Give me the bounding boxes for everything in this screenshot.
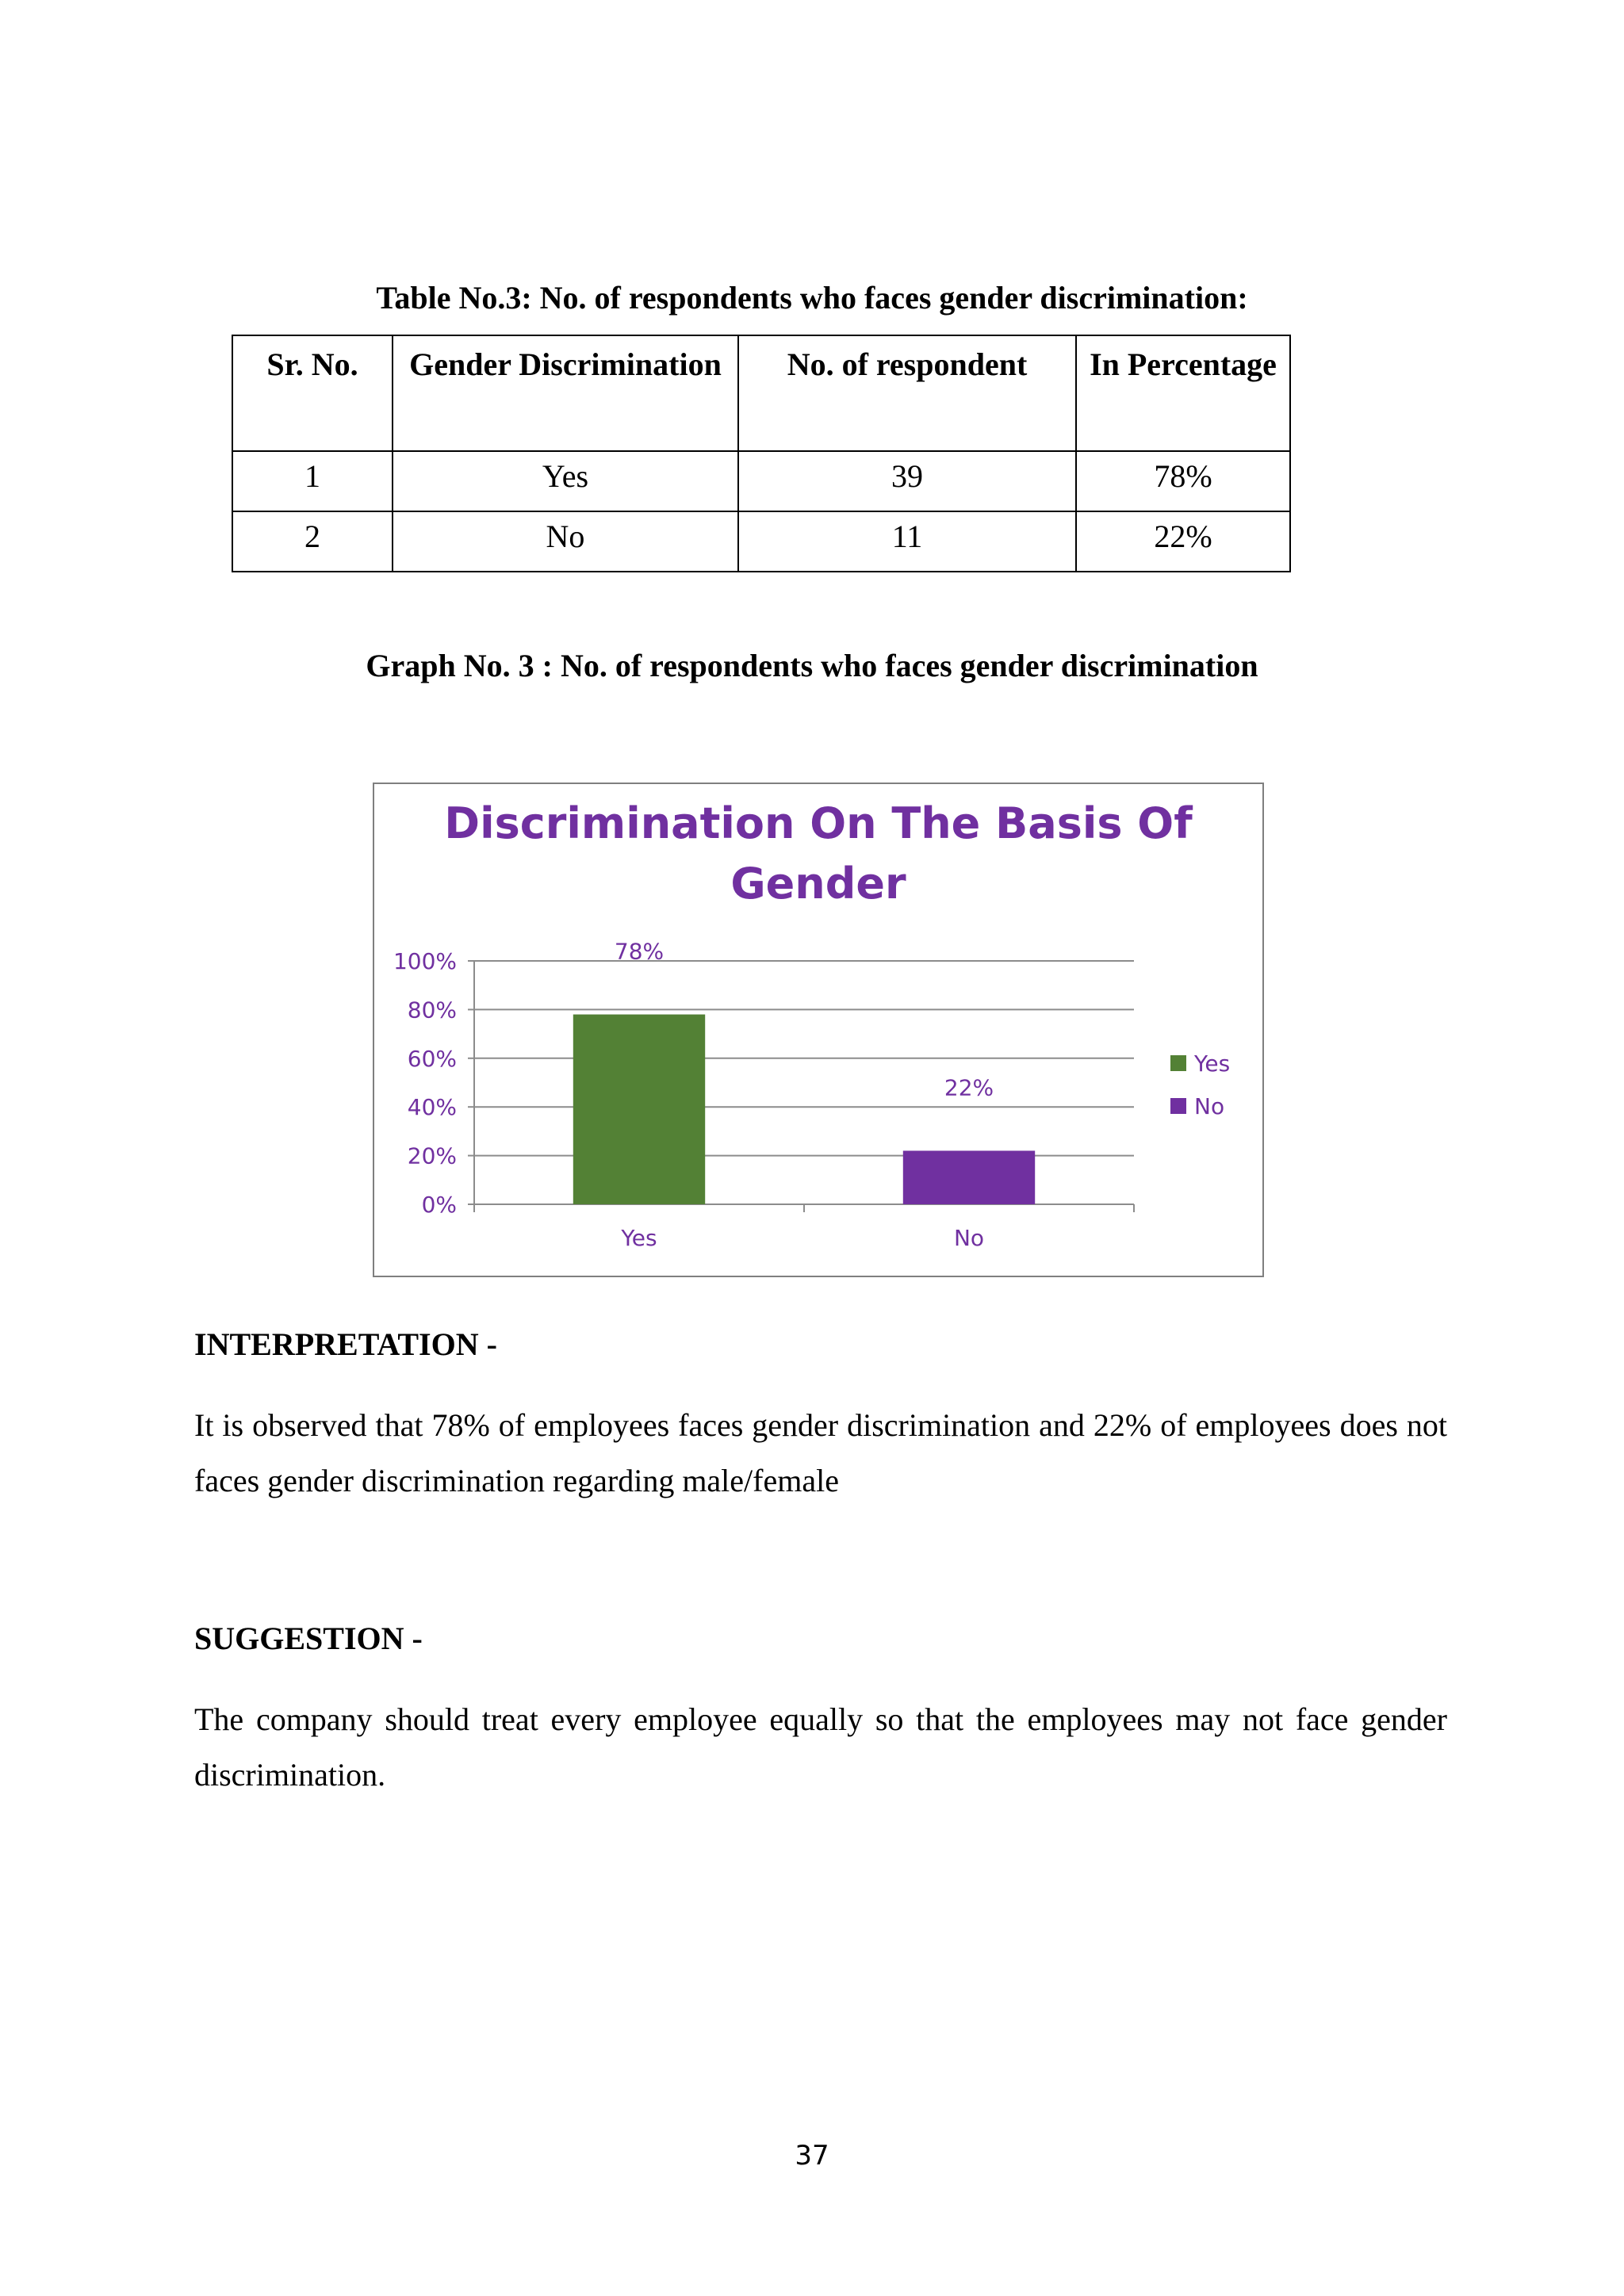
x-tick-label: Yes bbox=[621, 1225, 657, 1251]
bar-chart-svg bbox=[374, 784, 1262, 1276]
table-caption: Table No.3: No. of respondents who faces gender discrimination: bbox=[376, 280, 1248, 316]
legend-swatch bbox=[1170, 1055, 1186, 1071]
table-cell: No bbox=[393, 511, 738, 572]
table-cell: 39 bbox=[738, 451, 1076, 511]
respondents-table bbox=[232, 335, 1291, 572]
suggestion-heading: SUGGESTION - bbox=[194, 1621, 423, 1656]
y-tick-label: 0% bbox=[421, 1192, 457, 1218]
header-gender-discrimination: Gender Discrimination bbox=[393, 335, 738, 451]
y-tick-label: 40% bbox=[407, 1094, 457, 1121]
table-cell: 22% bbox=[1076, 511, 1290, 572]
y-tick-label: 80% bbox=[407, 997, 457, 1024]
table-header-row bbox=[232, 335, 1290, 451]
header-no-of-respondent: No. of respondent bbox=[738, 335, 1076, 451]
header-sr-no: Sr. No. bbox=[232, 335, 393, 451]
chart-title-line-1: Discrimination On The Basis Of bbox=[444, 798, 1193, 848]
y-tick-label: 100% bbox=[393, 948, 457, 974]
table-row bbox=[232, 451, 1290, 511]
legend-swatch bbox=[1170, 1098, 1186, 1114]
table-cell: 78% bbox=[1076, 451, 1290, 511]
page-number: 37 bbox=[795, 2140, 829, 2172]
bar-no bbox=[903, 1150, 1035, 1204]
x-axis-labels bbox=[474, 1204, 1134, 1251]
interpretation-heading: INTERPRETATION - bbox=[194, 1326, 497, 1362]
data-label: 78% bbox=[614, 938, 665, 965]
data-label: 22% bbox=[944, 1074, 994, 1101]
suggestion-text: The company should treat every employee equally so that the employees may not face gender discrimination. bbox=[194, 1701, 1447, 1793]
x-tick-label: No bbox=[953, 1225, 985, 1251]
bar-chart bbox=[373, 783, 1264, 1277]
legend-label: No bbox=[1194, 1093, 1225, 1119]
graph-caption: Graph No. 3 : No. of respondents who faces gender discrimination bbox=[366, 648, 1258, 683]
legend bbox=[1170, 1050, 1230, 1119]
bar-yes bbox=[573, 1015, 705, 1204]
y-axis-ticks bbox=[393, 948, 474, 1218]
table-row bbox=[232, 511, 1290, 572]
table-cell: 11 bbox=[738, 511, 1076, 572]
y-tick-label: 60% bbox=[407, 1045, 457, 1072]
legend-label: Yes bbox=[1194, 1050, 1231, 1077]
table-cell: 2 bbox=[232, 511, 393, 572]
header-in-percentage: In Percentage bbox=[1076, 335, 1290, 451]
y-tick-label: 20% bbox=[407, 1142, 457, 1169]
interpretation-text: It is observed that 78% of employees faces gender discrimination and 22% of employees does not faces gender discrimination regarding male/female bbox=[194, 1407, 1447, 1498]
bars bbox=[573, 939, 1035, 1204]
table-cell: Yes bbox=[393, 451, 738, 511]
table-cell: 1 bbox=[232, 451, 393, 511]
chart-title-line-2: Gender bbox=[730, 859, 906, 909]
